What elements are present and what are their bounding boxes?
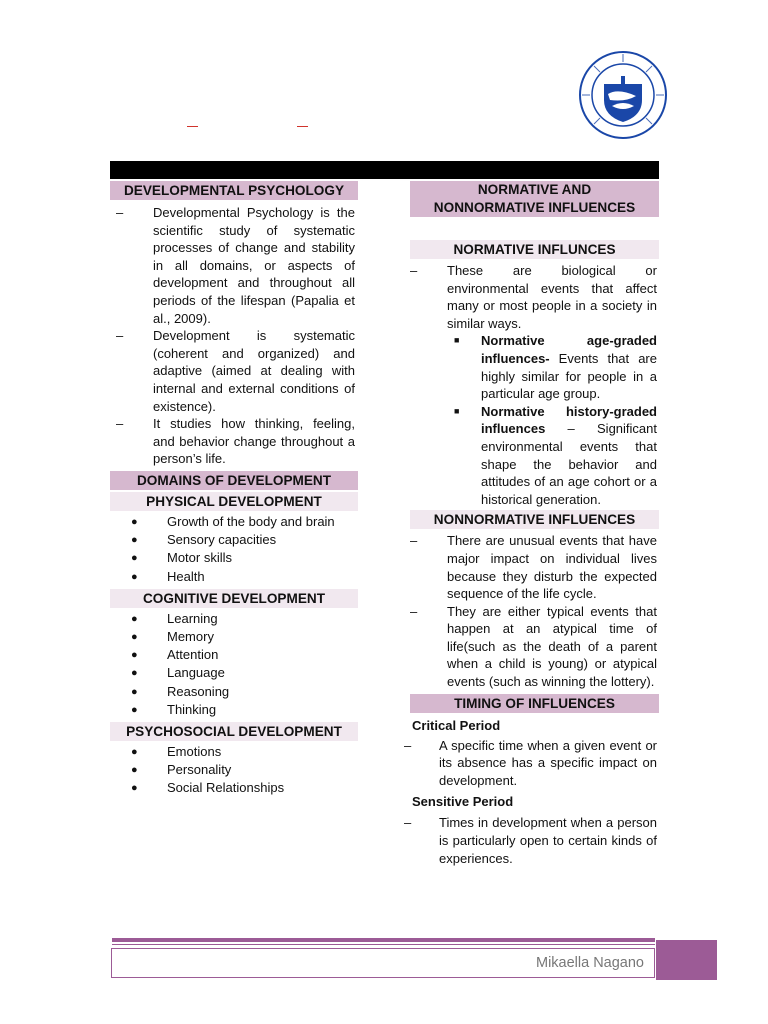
bullet-marker: ● [131, 745, 138, 758]
list-item-text: It studies how thinking, feeling, and behavior change throughout a person’s life. [153, 416, 355, 467]
dash-marker: – [116, 416, 124, 432]
list-item [110, 327, 355, 415]
bullet-marker: ● [131, 703, 138, 716]
label-sensitive-period: Sensitive Period [412, 794, 514, 810]
dash-marker: – [116, 205, 124, 220]
square-bullet-marker: ■ [454, 335, 460, 346]
list-item-text: Sensory capacities [167, 532, 277, 548]
definition-text: Times in development when a person is particularly open to certain kinds of experiences. [439, 815, 657, 866]
list-item [110, 743, 358, 761]
list-item-text: Health [167, 568, 205, 584]
square-bullet-marker: ■ [454, 405, 460, 416]
bullet-marker: ● [131, 552, 138, 565]
footer-rule-thick [112, 938, 655, 942]
left-column [110, 181, 358, 798]
list-item [110, 568, 358, 586]
psychosocial-development-list [110, 743, 358, 798]
bullet-marker: ● [131, 630, 138, 643]
term-definition: Events that are highly similar for people in a particular age group. [481, 350, 657, 402]
list-item [110, 779, 358, 797]
list-item-text: Motor skills [167, 550, 233, 566]
dash-marker: – [410, 263, 418, 278]
list-item [410, 603, 657, 691]
bullet-marker: ● [131, 534, 138, 547]
sensitive-period-definition [404, 814, 659, 867]
section-heading-developmental-psychology: DEVELOPMENTAL PSYCHOLOGY [110, 181, 358, 200]
dash-marker: – [404, 815, 412, 831]
list-item-text: These are biological or environmental events that affect many or most people in a society in similar ways. [447, 263, 657, 331]
dash-marker: – [116, 328, 124, 344]
dash-marker: – [410, 603, 418, 619]
list-item [410, 532, 657, 602]
footer-rule-thin [112, 944, 655, 945]
university-seal-logo [578, 50, 668, 140]
bullet-marker: ● [131, 685, 138, 698]
section-heading-normative-nonnormative: NORMATIVE AND NONNORMATIVE INFLUENCES [410, 181, 659, 217]
list-item-text: Learning [167, 610, 218, 626]
list-item [110, 646, 358, 664]
list-item-text: Developmental Psychology is the scientific study of systematic processes of change and stability in all domains, or aspects of development and throughout all periods of the lifespan (Papalia et al., 2009). [153, 205, 355, 326]
term-definition: – Significant environmental events that shape the behavior and attitudes of an age cohort or a historical generation. [481, 421, 657, 507]
list-item [110, 204, 355, 327]
list-item-text: Attention [167, 647, 219, 663]
label-critical-period: Critical Period [412, 717, 501, 733]
red-accent-mark [297, 126, 308, 127]
list-item-text: Language [167, 665, 225, 681]
bullet-marker: ● [131, 570, 138, 583]
term-normative-history-graded: Normative history-graded influences [481, 403, 657, 437]
list-item [110, 683, 358, 701]
list-item [110, 664, 358, 682]
list-item [110, 513, 358, 531]
list-item-text: They are either typical events that happen at an atypical time of life(such as the death of a parent when a child is young) or atypical events (such as winning the lottery). [447, 603, 657, 690]
subheading-cognitive-development: COGNITIVE DEVELOPMENT [110, 589, 358, 608]
list-item [110, 415, 355, 468]
list-item-text: Social Relationships [167, 780, 285, 796]
definition-text: A specific time when a given event or its absence has a specific impact on development. [439, 737, 657, 788]
right-column [404, 181, 659, 867]
list-item [110, 610, 358, 628]
physical-development-list [110, 513, 358, 586]
subheading-physical-development: PHYSICAL DEVELOPMENT [110, 492, 358, 511]
list-item [110, 761, 358, 779]
cognitive-development-list [110, 610, 358, 719]
list-item-text: Growth of the body and brain [167, 513, 335, 529]
bullet-marker: ● [131, 782, 138, 795]
dash-marker: – [410, 533, 418, 549]
page-number-box [656, 940, 717, 980]
list-item-text: Thinking [167, 701, 217, 717]
list-item-text: Development is systematic (coherent and organized) and adaptive (aimed at dealing with internal and external conditions of existence). [153, 328, 355, 414]
footer-author-box [111, 948, 655, 978]
red-accent-mark [187, 126, 198, 127]
normative-influences-list [410, 262, 659, 508]
list-item [110, 549, 358, 567]
critical-period-definition [404, 737, 659, 790]
bullet-marker: ● [131, 649, 138, 662]
section-heading-timing-of-influences: TIMING OF INFLUENCES [410, 694, 659, 713]
list-item [110, 701, 358, 719]
list-item [110, 531, 358, 549]
subheading-psychosocial-development: PSYCHOSOCIAL DEVELOPMENT [110, 722, 358, 741]
subheading-normative-influences: NORMATIVE INFLUNCES [410, 240, 659, 259]
list-item-text: Memory [167, 628, 214, 644]
header-black-bar [110, 161, 659, 179]
bullet-marker: ● [131, 764, 138, 777]
bullet-marker: ● [131, 667, 138, 680]
sub-list-item [410, 403, 657, 509]
list-item-text: Reasoning [167, 683, 230, 699]
list-item [410, 262, 657, 332]
list-item-text: Emotions [167, 743, 222, 759]
bullet-marker: ● [131, 515, 138, 528]
list-item [110, 628, 358, 646]
subheading-nonnormative-influences: NONNORMATIVE INFLUENCES [410, 510, 659, 529]
bullet-marker: ● [131, 612, 138, 625]
author-name: Mikaella Nagano [535, 955, 644, 971]
list-item-text: There are unusual events that have major impact on individual lives because they disturb the expected sequence of the life cycle. [447, 533, 657, 602]
list-item-text: Personality [167, 762, 232, 778]
developmental-psychology-list [110, 204, 358, 468]
sub-list-item [410, 332, 657, 402]
nonnormative-influences-list [410, 532, 659, 690]
term-normative-age-graded: Normative age-graded influences- [481, 333, 657, 366]
section-heading-domains: DOMAINS OF DEVELOPMENT [110, 471, 358, 490]
dash-marker: – [404, 737, 412, 753]
